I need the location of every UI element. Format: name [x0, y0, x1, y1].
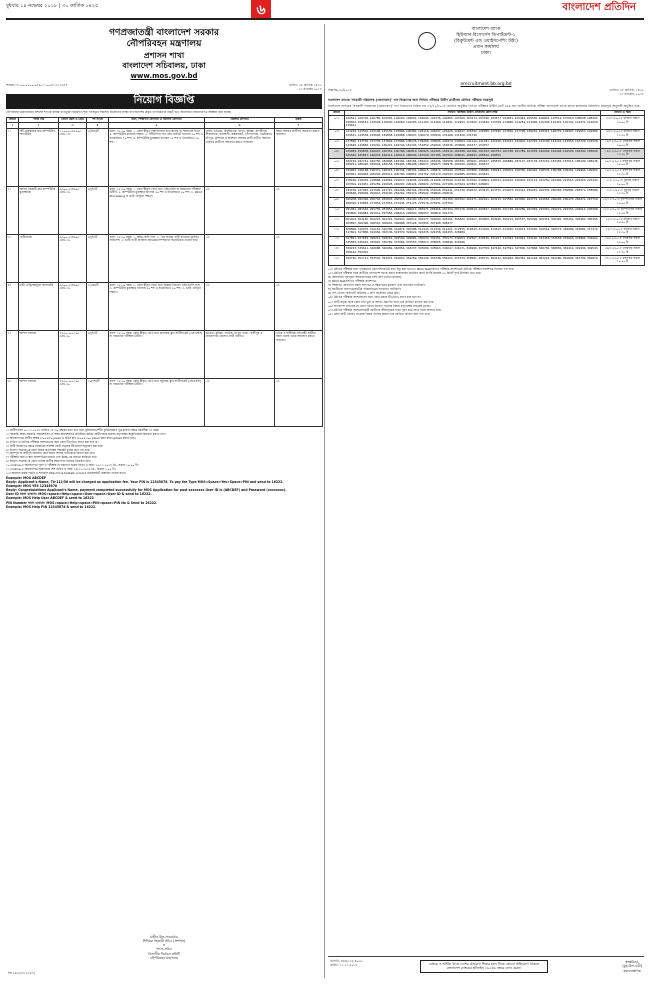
- recruitment-website-link[interactable]: erecruitment.bb.org.bd: [460, 82, 512, 87]
- roll-numbers: 182159, 182741, 182750, 182808, 183181, 183184, 183214, 183236, 183508, 183781, 183921, 184107, 185875, 186886, 187127, 187178, 187219, 187455, 187615, 188199, 188245, 188251, 188420, 189043, 189158, 189405, 189498, 189677, 189973, 189976, 190120, 190491, 190572: [345, 158, 601, 168]
- pay-scale: ৮২৫০-২০০১০/- গ্রেড-২০: [59, 379, 87, 427]
- table-row: [329, 217, 645, 227]
- instruction-item: ০৪। মৌখিক পরীক্ষায় অংশগ্রহণের জন্য কোন প্রকার টিএ/ডিএ প্রদান করা হবে না।: [328, 295, 421, 300]
- group-serial: ০৩।: [329, 139, 345, 149]
- column-header: বয়স, শিক্ষাগত যোগ্যতা ও অন্যান্য যোগ্যতা: [109, 117, 205, 123]
- group-serial: ১৪।: [329, 246, 345, 256]
- group-serial: ১১।: [329, 217, 345, 227]
- viva-date-time: ২২/১১/২০১৮ বৃহস্পতিবার সকাল ১১:৩০ টা: [601, 207, 645, 217]
- condition-item: ৭। অসম্পূর্ণ বা ত্রুটিপূর্ণ আবেদন কোন কারণ দর্শানো ব্যতিরেকে বাতিল করা হবে।: [6, 451, 95, 456]
- instruction-item: খ) MCQ Test/লিখিত পরীক্ষার প্রবেশপত্র;: [328, 278, 377, 283]
- roll-numbers: 199993, 196168, 196371, 196323, 196344, 196391, 196615, 196872, 197699, 197849, 197866, 198080, 198184, 198204, 198356, 198492, 198535, 198788, 199262, 199966, 199982, 200051, 200063, 200202, 200311, 200780, 200851, 201762, 202170, 202543, 202685, 203302, 203621: [345, 168, 601, 178]
- district-eligibility: -ঐ-: [205, 379, 275, 427]
- column-header: তারিখ ও সময়: [601, 110, 645, 116]
- group-serial: ০৫।: [329, 158, 345, 168]
- group-serial: ০৬।: [329, 168, 345, 178]
- column-number: ৪: [87, 123, 109, 129]
- sms-line: Reply: Applicant's Name, Tk-112/56 will be charged as application fee. Your PIN is 12345678. To pay fee Type MOS<Space>Yes<Space>PIN and send to 16222.: [6, 480, 284, 485]
- group-serial: ১০।: [329, 207, 345, 217]
- group-serial: ১৩।: [329, 236, 345, 246]
- table-row: [329, 116, 645, 129]
- district-eligibility: চট্টগ্রাম, কুমিল্লা, নাটোর, রংপুর, ঢাকা, গাজীপুর ও নারায়ণগঞ্জ জেলার প্রার্থী ব্যতীত।: [205, 331, 275, 379]
- viva-date-time: ২৬/১১/২০১৮ সোমবার সকাল ১১:৩০ টা: [601, 246, 645, 256]
- table-row: [329, 256, 645, 265]
- viva-date-time: ১৯/১১/২০১৮ সোমবার সকাল ১১:৩০ টা: [601, 149, 645, 159]
- memo-date-en: ১৩ নভেম্বর ২০১৮: [298, 87, 322, 92]
- viva-date-time: ২০/১১/২০১৮ মঙ্গলবার সকাল ১০:০০ টা: [601, 158, 645, 168]
- district-eligibility: -ঐ-: [205, 235, 275, 283]
- ministry-notice: [6, 24, 322, 978]
- condition-item: ১১। Online-এ আবেদনপত্র জমাদানের শেষ তারিখ ও সময়: ২৪-১২-২০১৮ খ্রি., বিকাল ৫:০০ টা।: [6, 466, 116, 471]
- bank-header: [328, 24, 644, 82]
- condition-item: ৫। প্রার্থী নিয়োগের ক্ষেত্রে সরকারের সর্বশেষ কোটা সংক্রান্ত নীতিমালা অনুসরণ করা হবে।: [6, 443, 103, 448]
- post-name: অফিস সহায়ক: [19, 379, 59, 427]
- pay-scale: ৯৩০০-২২৪৯০/- গ্রেড-১৬: [59, 187, 87, 235]
- signatory-role: সদস্য-সচিব: [156, 947, 172, 952]
- post-count: ২(দুই)টি: [87, 235, 109, 283]
- pay-scale: ৯৩০০-২২৪৯০/- গ্রেড-১৬: [59, 235, 87, 283]
- signatory-committee: বিভাগীয় নির্বাচন কমিটি: [148, 951, 180, 956]
- sms-line: User ID জানা থাকলে: MOS<space>Help<space>User<space>User ID & send to 16222.: [6, 492, 152, 497]
- city-name: ঢাকা।: [481, 51, 491, 57]
- roll-numbers: 218246, 218476, 218868, 218963, 219010, 219095, 219188, 219208, 219549, 219738, 219792, 219804, 220072, 220102, 220903, 221114, 222250, 222446, 222513, 223223, 223343, 223391, 224451, 225259, 226028, 226207, 226424, 226822, 227061, 227188, 227624, 227897, 228001: [345, 178, 601, 188]
- page-number-logo: ৬: [251, 0, 271, 20]
- column-number: ২: [19, 123, 59, 129]
- post-name: সাঁট-মুদ্রাক্ষরিক কাম কম্পিউটার অপারেটর: [19, 129, 59, 187]
- ref-date-bn: ২৮ কার্তিক, ১৪২৫: [619, 87, 644, 92]
- post-serial: ৪।: [7, 283, 19, 331]
- sms-line: Example: MOS ABCDEF: [6, 476, 46, 481]
- group-serial: ০১।: [329, 116, 345, 129]
- viva-date-time: ২১/১১/২০১৮ বুধবার সকাল ১১:৩০ টা: [601, 188, 645, 198]
- roll-numbers: 121229, 123501, 125108, 125159, 125866, 125982, 126116, 126237, 126325, 126327, 126392, 126995, 127290, 127656, 127799, 128232, 128315, 128776, 128967, 129057, 129484, 129521, 129538, 129563, 129858, 129988, 130007, 130070, 130530, 131168, 131450, 131740: [345, 129, 601, 139]
- district-eligibility: -ঐ-: [205, 187, 275, 235]
- post-remark: সকল জেলার প্রার্থীগণ আবেদন করতে পারবেন।: [275, 129, 323, 187]
- notice-reference: বিজ্ঞপ্তি-৩৩/২০১৮: [328, 87, 352, 92]
- column-number: ৫: [109, 123, 205, 129]
- table-row: [329, 246, 645, 256]
- column-header: লিখিত পরীক্ষায় উত্তীর্ণ প্রার্থীদের রোল নম্বর: [345, 110, 601, 116]
- column-number: ৩: [59, 123, 87, 129]
- group-serial: ১২।: [329, 226, 345, 236]
- table-row: [329, 158, 645, 168]
- instruction-item: ০৩। মৌখিক পরীক্ষার সময় প্রার্থীকে বাংলাদেশ ব্যাংক প্রধান কার্যালয়ের নির্ধারিত স্থানে নির্দিষ্ট সময়ের ৩০ মিনিট পূর্বে উপস্থিত হতে হবে।: [328, 270, 482, 275]
- table-row: [329, 168, 645, 178]
- viva-instructions: [328, 268, 644, 317]
- condition-item: ২। সরকারি, আধা-সরকারি, স্বায়ত্তশাসিত ও আধা-স্বায়ত্তশাসিত প্রতিষ্ঠানে কর্মরত প্রার্থীদেরকে যথাযথ কর্তৃপক্ষের অনুমতিক্রমে আবেদন করতে হবে।: [6, 432, 166, 436]
- bank-name: বাংলাদেশ ব্যাংক: [471, 27, 501, 32]
- post-remark: এতিম ও শারীরিক প্রতিবন্ধী প্রার্থীরা সকল জেলা থেকে আবেদন করতে পারবেন।: [275, 331, 323, 379]
- table-row: [7, 235, 323, 283]
- notice-conditions: [6, 429, 322, 475]
- signatory-name: মাহীন-উল-সারোয়ার: [150, 934, 178, 939]
- viva-date-time: ২০/১১/২০১৮ মঙ্গলবার সকাল ১১:৩০ টা: [601, 168, 645, 178]
- roll-numbers: 137830, 137736, 137778, 137802, 137866, 138176, 139266, 140005, 140474, 140564, 141112, 141181, 141910, 142421, 142601, 142794, 143109, 143242, 143653, 143729, 144526, 144649, 144846, 145241, 146241, 149741, 151193, 151852, 152000, 152036, 153668, 154377, 154757: [345, 139, 601, 149]
- qualification: বয়স: ১৮-৩০ বছর। ১. কোন স্বীকৃত বোর্ড হতে বিজ্ঞান বিভাগে এইচএসসি পাস; ২. কম্পিউটার মুদ্রাক্ষরে বাংলায় ২০ শব্দ ও ইংরেজিতে ২০ শব্দ; ৩. ডাটা এন্ট্রিতে দক্ষতা।: [109, 283, 205, 331]
- roll-numbers: 301403, 302185, 302207, 302323, 302900, 302912, 302977, 303000, 305201, 305602, 304207, 304859, 304945, 305219, 305537, 305296, 305351, 305365, 305452, 305460, 305495, 305897, 306396, 306510, 306645, 306888, 307124, 307854, 307968, 308377: [345, 217, 601, 227]
- table-row: [329, 197, 645, 207]
- instruction-item: ০৭। মৌখিক পরীক্ষায় অংশগ্রহণকারী প্রার্থীদের জীবনবৃত্তান্ত ফরম পূরণ করে সাথে নিয়ে আসতে হবে।: [328, 307, 442, 312]
- ref-date-en: ১৩ নভেম্বর, ২০১৮: [619, 91, 644, 96]
- viva-date-time: ২২/১১/২০১৮ বৃহস্পতিবার সকাল ১০:০০ টা: [601, 197, 645, 207]
- signatory-name: (মুহ-উল-বারী): [622, 964, 642, 969]
- signed-label: স্বাক্ষরিত/-: [625, 960, 639, 964]
- sms-line: Example: MOS Help User ABCDEF & send to 16222: [6, 496, 94, 501]
- sms-instructions: [6, 477, 322, 509]
- gov-line: গণপ্রজাতন্ত্রী বাংলাদেশ সরকার: [109, 28, 219, 38]
- viva-date-time: ২১/১১/২০১৮ বুধবার সকাল ১০:০০ টা: [601, 178, 645, 188]
- sms-line: PIN Number জানা থাকলে: MOS<space>Help<space>PIN<space>PIN No & Send to 16222.: [6, 500, 158, 505]
- viva-date-time: ২৬/১১/২০১৮ সোমবার সকাল ১০:০০ টা: [601, 236, 645, 246]
- condition-item: ৯। নিয়োগ সংক্রান্ত যে কোন তদবির প্রার্থীর অযোগ্যতা হিসেবে বিবেচিত হবে।: [6, 459, 91, 464]
- post-serial: ১।: [7, 129, 19, 187]
- post-count: ২(দুই)টি: [87, 331, 109, 379]
- branch-name: প্রশাসন শাখা: [143, 50, 185, 60]
- instruction-item: ঘ) জাতীয়তা সনদপত্র/জাতীয় পরিচয়পত্রের সত্যায়িত ফটোকপি;: [328, 287, 402, 292]
- wing-name: (রিক্রুটমেন্ট এন্ড ওয়াইসপেশিং উইং): [454, 39, 518, 45]
- page-date: বুধবার ১৪ নভেম্বর ২০১৮ | ৩০ কার্তিক ১৪২৫: [6, 3, 99, 9]
- column-header: ক্রমিক: [7, 117, 19, 123]
- viva-schedule-table: [328, 110, 645, 266]
- table-row: [7, 129, 323, 187]
- reference-row: [328, 88, 644, 96]
- date-label: তারিখ:: [609, 87, 619, 92]
- roll-numbers: 260208, 260396, 260742, 260803, 260955, 261100, 261133, 261307, 261366, 261502, 261671, 262941, 263215, 263582, 263665, 264779, 264884, 266096, 266470, 266472, 267719, 268395, 270883, 271052, 273953, 273445, 274175, 275578, 275931, 275759: [345, 197, 601, 207]
- condition-item: ১২। আবেদন করার পদ্ধতি ও শর্তাবলি http://mos.teletalk.com.bd ওয়েবসাইটে বিস্তারিত পাওয়া যাবে।: [6, 470, 126, 475]
- pay-scale: ৮২৫০-২০০১০/- গ্রেড-২০: [59, 331, 87, 379]
- roll-numbers: 350740, 351711, 353535, 354472, 354652, 354769, 355236, 355348, 356153, 357679, 358581, 358715, 360142, 360284, 360381, 361218, 361223, 361280, 361894, 363799, 364810: [345, 256, 601, 265]
- tracking-info: [330, 960, 362, 968]
- table-row: [329, 139, 645, 149]
- bank-notice: [328, 24, 644, 978]
- schedule-title: বাংলাদেশ ব্যাংকে 'সহকারী পরিচালক (জেনারেল)' পদে নিয়োগের জন্য লিখিত পরীক্ষায় উত্তীর্ণ প্রার্থীদের মৌখিক পরীক্ষার সময়সূচি: [328, 97, 494, 102]
- roll-numbers: 243476, 247045, 247565, 247710, 249268, 250394, 250338, 252046, 252441, 251330, 252672, 253415, 253775, 254203, 254312, 256281, 256335, 256365, 256882, 258571, 258586, 258638, 258009, 259041, 259100, 259262, 259370, 259522, 259844, 260016: [345, 188, 601, 198]
- table-row: [329, 188, 645, 198]
- post-count: ১০(দশ)টি: [87, 379, 109, 427]
- post-count: ৩(তিন)টি: [87, 129, 109, 187]
- qualification: বয়স: ১৮-৩০ বছর। ১. কোন স্বীকৃত বিশ্ববিদ্যালয় হতে স্নাতক বা সমমানের ডিগ্রি; ২. কম্পিউটার চালনায় দক্ষতা; ৩. সাঁটলিপির গতি প্রতি মিনিটে বাংলায় ৫০ শব্দ ও ইংরেজিতে ৭০ শব্দ; ৪. কম্পিউটার মুদ্রাক্ষরে বাংলায় ২৫ শব্দ ও ইংরেজিতে ৩০ শব্দ।: [109, 129, 205, 187]
- column-number: ৬: [205, 123, 275, 129]
- qualification: বয়স: ১৮-৩০ বছর। ১. অষ্টম শ্রেণি পাস; ২. বৈধ হালকা গাড়ী চালনার ড্রাইভিং লাইসেন্স; ৩. ভারী গাড়ী চালনায় অভিজ্ঞতাসম্পন্নদের অগ্রাধিকার দেওয়া হবে।: [109, 235, 205, 283]
- viva-date-time: ১৮/১১/২০১৮ রবিবার সকাল ১১:৩০ টা: [601, 129, 645, 139]
- notice-intro: নৌপরিবহন মন্ত্রণালয়ের প্রশাসন শাখার রাজস্ব খাতভুক্ত নিম্নবর্ণিত শূন্য পদসমূহে সরাসরি নিয়োগের লক্ষ্যে বাংলাদেশের প্রকৃত নাগরিকদের নিকট হতে অনলাইনে আবেদনপত্র আহ্বান করা যাচ্ছে:: [6, 109, 232, 114]
- ad-code: জি-১৯৩৫/১৮ (৩×৭): [8, 971, 36, 976]
- office-name: প্রধান কার্যালয়: [473, 45, 499, 51]
- notice-title: নিয়োগ বিজ্ঞপ্তি: [6, 94, 322, 109]
- signatory-ministry: নৌপরিবহন মন্ত্রণালয়: [149, 955, 179, 960]
- table-row: [329, 129, 645, 139]
- column-header: পদ সংখ্যা: [87, 117, 109, 123]
- column-header: বেতন স্কেল ও গ্রেড: [59, 117, 87, 123]
- signatory-title: মহাব্যবস্থাপক: [623, 968, 641, 973]
- post-remark: -ঐ-: [275, 283, 323, 331]
- post-name: অফিস সহায়ক: [19, 331, 59, 379]
- secretariat-name: বাংলাদেশ সচিবালয়, ঢাকা: [122, 60, 206, 70]
- post-name: গাড়ীচালক: [19, 235, 59, 283]
- instruction-item: ০৮। কোন প্রার্থী নিয়োগ সংক্রান্ত বিষয়ে তদবির করলে তার প্রার্থিতা বাতিল বলে গণ্য হবে।: [328, 311, 430, 316]
- tracking-date: তারিখ: ১১-১১-২০১৮: [330, 962, 358, 967]
- roll-numbers: 327851, 327659, 328214, 328216, 329500, 329681, 330033, 330151, 330173, 332054, 332567, 330676, 331257, 332393, 332922, 333190, 333452, 333658, 333663, 333866, 334002, 335583, 335610, 335822, 336769, 337086, 337553, 338013, 338065, 338846, 339186: [345, 236, 601, 246]
- posts-table: [6, 117, 323, 428]
- ministry-website-link[interactable]: www.mos.gov.bd: [130, 71, 198, 80]
- condition-item: ১০। Online-এ আবেদনপত্র পূরণ ও পরীক্ষার ফি জমাদান শুরুর তারিখ ও সময়: ২৫-১১-২০১৮ খ্রি., সকাল ১০:০০ টা।: [6, 463, 139, 467]
- memo-number: স্মারক-১৮.০০.০০০০.০৮৯.১১.০০৪.১৮-১৬৮৭: [6, 83, 68, 88]
- pay-scale: ১১০০০-২৬৫৯০/- গ্রেড-১৪: [59, 129, 87, 187]
- column-header: পদের নাম: [19, 117, 59, 123]
- group-serial: ০৪।: [329, 149, 345, 159]
- table-row: [7, 331, 323, 379]
- post-name: অফিস সহকারী কাম কম্পিউটার মুদ্রাক্ষরিক: [19, 187, 59, 235]
- group-serial: ০৭।: [329, 178, 345, 188]
- post-serial: ২।: [7, 187, 19, 235]
- memo-row: [6, 83, 322, 91]
- table-row: [7, 283, 323, 331]
- ministry-name: নৌপরিবহন মন্ত্রণালয়: [126, 39, 202, 50]
- instruction-item: ঙ) সদ্য তোলা পাসপোর্ট সাইজের ২ কপি সত্যায়িত রঙিন ছবি।: [328, 291, 400, 296]
- group-serial: ০২।: [329, 129, 345, 139]
- table-row: [329, 149, 645, 159]
- signatory-title: সিনিয়র সহকারী সচিব (প্রশাসন): [142, 938, 186, 943]
- post-count: ২(দুই)টি: [87, 187, 109, 235]
- newspaper-masthead: [0, 0, 650, 26]
- signatory-and: ও: [162, 943, 166, 947]
- viva-date-time: ২৫/১১/২০১৮ রবিবার সকাল ১১:৩০ টা: [601, 226, 645, 236]
- column-header: জেলার প্রাপ্যতা: [205, 117, 275, 123]
- instruction-item: ০৬। বাংলাদেশ ব্যাংকের যে কোন পর্যায়ে নিয়োগ সংক্রান্ত বিষয়ে কর্তৃপক্ষের সিদ্ধান্তই চূড়ান্ত।: [328, 303, 431, 308]
- sms-line: Reply: Congratulations Applicant's Name, payment completed successfully for MOS Application for post xxxxxxxx User ID is (ABCDEF) and Password (xxxxxxxx).: [6, 488, 287, 493]
- viva-date-time: ২৫/১১/২০১৮ রবিবার সকাল ১০:০০ টা: [601, 217, 645, 227]
- condition-item: ৮। পরীক্ষার সময় ও স্থান প্রবেশপত্রের মাধ্যমে এবং SMS-এর মাধ্যমে জানানো হবে।: [6, 455, 97, 460]
- column-header: মন্তব্য: [275, 117, 323, 123]
- tracking-number: ডিপিপি- ৪৮/৯১১৮-৪০৩৩: [330, 959, 363, 963]
- instruction-item: ০২। মৌখিক পরীক্ষার জন্য পৃথকভাবে কোন ইন্টারভিউ কার্ড ইস্যু করা হবে না। MCQ Test/লিখিত পরীক্ষার প্রবেশপত্রই মৌখিক পরীক্ষার প্রবেশপত্র হিসেবে গণ্য হবে।: [328, 266, 515, 271]
- qualification: বয়স: ১৮-৩০ বছর। কোন স্বীকৃত বোর্ড হতে মাধ্যমিক স্কুল সার্টিফিকেট (এসএসসি) বা সমমানের পরীক্ষায় উত্তীর্ণ।: [109, 331, 205, 379]
- roll-numbers: 339233, 339611, 340688, 340689, 340854, 343237, 345689, 345963, 346047, 346171, 346996, 347359, 347449, 347591, 347800, 347868, 348781, 348856, 349419, 349496, 349543, 350162, 350491: [345, 246, 601, 256]
- signature-block: [6, 935, 322, 961]
- pay-scale: ৯৩০০-২২৪৯০/- গ্রেড-১৬: [59, 283, 87, 331]
- viva-date-time: ১৯/১১/২০১৮ সোমবার সকাল ১০:০০ টা: [601, 139, 645, 149]
- roll-numbers: 159483, 159878, 160047, 160352, 160768, 160810, 160925, 161295, 161510, 161588, 161586, 161593, 161752, 161788, 161789, 161978, 162049, 162448, 162529, 164340, 165092, 165420, 165847, 166243, 166414, 166616, 166946, 167009, 167185, 167593, 168041, 168493, 168542, 168552: [345, 149, 601, 159]
- instruction-item: ০৫। প্রার্থী কর্তৃক প্রদত্ত কোন তথ্য ভুল বা অসত্য প্রমাণিত হলে তার প্রার্থিতা বাতিল করা হবে।: [328, 299, 434, 304]
- viva-date-time: ২৭/১১/২০১৮ মঙ্গলবার সকাল ১০:০০ টা: [601, 256, 645, 265]
- memo-date-bn: তারিখ: ২৯ কার্তিক ১৪২৫: [288, 83, 322, 88]
- table-row: [329, 178, 645, 188]
- district-eligibility: খুলনা, চট্টগ্রাম, কিশোরগঞ্জ, রংপুর, কুমিল্লা, মাদারীপুর, সিরাজগঞ্জ, রাজশাহী, কক্সবাজার, গোপালগঞ্জ, নেত্রকোনা, চাঁদপুর, মুন্সিগঞ্জ ও বরিশাল জেলার প্রার্থী ব্যতীত অন্যান্য জেলার প্রার্থীগণ আবেদন করতে পারবেন।: [205, 129, 275, 187]
- hotline-box: ব্যাংকে ও অর্থিক খাতে দেশের প্রতারণা শিকার হলে দিতে কোনো অভিযোগ থাকলে বাংলাদেশ ব্যাংকের হটলাইন ১৬২৩৬ নম্বরে ফোন করুন।: [420, 960, 548, 973]
- table-row: [329, 226, 645, 236]
- table-row: [7, 187, 323, 235]
- post-count: ১(এক)টি: [87, 283, 109, 331]
- roll-numbers: 281381, 281526, 281755, 281853, 284650, 284611, 284977, 285966, 287304, 287176, 290819, 290827, 290930, 291748, 292286, 292459, 292910, 294221, 294353, 294612, 295588, 295805, 296884, 297011, 297058, 298210, 299920, 300557, 300819, 301270: [345, 207, 601, 217]
- post-serial: ৩।: [7, 235, 19, 283]
- bank-footer: [328, 956, 644, 976]
- instruction-item: গ) শিক্ষাগত যোগ্যতার সকল সনদপত্র ও নম্বরপত্রের মূলকপি এবং সত্যায়িত ফটোকপি;: [328, 283, 426, 288]
- condition-item: ৪। লিখিত ও মৌখিক পরীক্ষায় অংশগ্রহণের জন্য কোন টিএ/ডিএ প্রদান করা হবে না।: [6, 439, 99, 444]
- department-name: হিউম্যান রিসোর্সেস ডিপার্টমেন্ট-১: [456, 33, 516, 39]
- bank-seal-icon: [418, 32, 436, 50]
- condition-item: ৩। আবেদনপত্রে প্রার্থীর স্বাক্ষর (৩০০×৮০ pixel) ও রঙিন ছবি (৩০০×৩০০ pixel) স্ক্যান করে upload করতে হবে।: [6, 435, 136, 440]
- schedule-intro: বাংলাদেশ ব্যাংকের 'সহকারী পরিচালক (জেনারেল)' পদে নিয়োগের নিমিত্ত গত ২৭/১০/২০১৮ তারিখে অনুষ্ঠিত লিখিত পরীক্ষায় উত্তীর্ণ মোট ৬৬৪ জন প্রার্থীর মৌখিক পরীক্ষা বাংলাদেশ ব্যাংক প্রধান কার্যালয়ে নিম্নবর্ণিত সময়সূচি অনুযায়ী অনুষ্ঠিত হবে:: [328, 103, 641, 108]
- condition-item: ৬। নিয়োগ সংক্রান্ত যে কোন বিষয়ে কর্তৃপক্ষের সিদ্ধান্তই চূড়ান্ত বলে গণ্য হবে।: [6, 447, 90, 452]
- post-serial: ৫।: [7, 331, 19, 379]
- bank-signature: [622, 960, 642, 973]
- condition-item: ১। প্রার্থীর বয়স ০১-১১-২০১৮ তারিখে ১৮-৩০ বছরের মধ্যে হতে হবে। মুক্তিযোদ্ধা/শহীদ মুক্তিযোদ্ধার পুত্র-কন্যার ক্ষেত্রে বয়সসীমা ৩২ বছর।: [6, 428, 160, 433]
- roll-numbers: 100541, 100726, 100782, 101935, 102020, 102651, 102695, 102776, 102865, 103100, 103274, 103790, 103877, 104281, 105349, 105530, 106801, 107512, 107610, 108028, 108301, 108461, 108531, 110529, 110630, 110663, 110925, 111163, 111269, 112841, 112903, 113326, 113649, 113769, 113886, 114254, 114396, 115403, 115491, 115791, 116331, 116520, 116611: [345, 116, 601, 129]
- group-serial: ০৯।: [329, 197, 345, 207]
- instruction-item: ক) অনলাইনে পূরণকৃত আবেদনপত্রের প্রিন্ট কপি (রঙিন ছবিসহ);: [328, 274, 403, 279]
- group-serial: ০৮।: [329, 188, 345, 198]
- table-row: [329, 207, 645, 217]
- column-number: ১: [7, 123, 19, 129]
- table-row: [7, 379, 323, 427]
- newspaper-brand: বাংলাদেশ প্রতিদিন: [562, 2, 636, 13]
- post-serial: ৬।: [7, 379, 19, 427]
- viva-date-time: ১৮/১১/২০১৮ রবিবার সকাল ১০:০০ টা: [601, 116, 645, 129]
- sms-line: Example: MOS Help PIN 12345678 & send to 16222.: [6, 504, 97, 509]
- ministry-header: [6, 28, 322, 80]
- sms-line: Example: MOS YES 12345678: [6, 484, 58, 489]
- post-name: ডাটা এন্ট্রি/কন্ট্রোল অপারেটর: [19, 283, 59, 331]
- qualification: বয়স: ১৮-৩০ বছর। ১. কোন স্বীকৃত বোর্ড হতে এইচএসসি বা সমমানের পরীক্ষায় উত্তীর্ণ; ২. কম্পিউটার মুদ্রাক্ষরে বাংলায় ২০ শব্দ ও ইংরেজিতে ২০ শব্দ; ৩. Word Processing ও ডাটা এন্ট্রিতে দক্ষতা।: [109, 187, 205, 235]
- post-remark: -ঐ-: [275, 187, 323, 235]
- district-eligibility: -ঐ-: [205, 283, 275, 331]
- masthead-rule: [6, 18, 644, 20]
- post-remark: -ঐ-: [275, 379, 323, 427]
- roll-numbers: 308806, 310075, 310151, 310396, 310874, 310988, 311543, 312349, 312421, 312555, 312819, 313106, 313415, 313435, 314013, 315030, 316561, 316573, 316689, 316882, 317474, 317601, 317880, 319916, 323136, 323379, 324022, 324235, 324258, 324455, 326689: [345, 226, 601, 236]
- qualification: বয়স: ১৮-৩০ বছর। কোন স্বীকৃত বোর্ড হতে জুনিয়র স্কুল সার্টিফিকেট (জেএসসি) বা সমমানের পরীক্ষায় উত্তীর্ণ।: [109, 379, 205, 427]
- group-serial: ১৫।: [329, 256, 345, 265]
- column-number: ৭: [275, 123, 323, 129]
- post-remark: -ঐ-: [275, 235, 323, 283]
- column-header: ক্রমিক: [329, 110, 345, 116]
- table-row: [329, 236, 645, 246]
- column-separator: [324, 24, 325, 978]
